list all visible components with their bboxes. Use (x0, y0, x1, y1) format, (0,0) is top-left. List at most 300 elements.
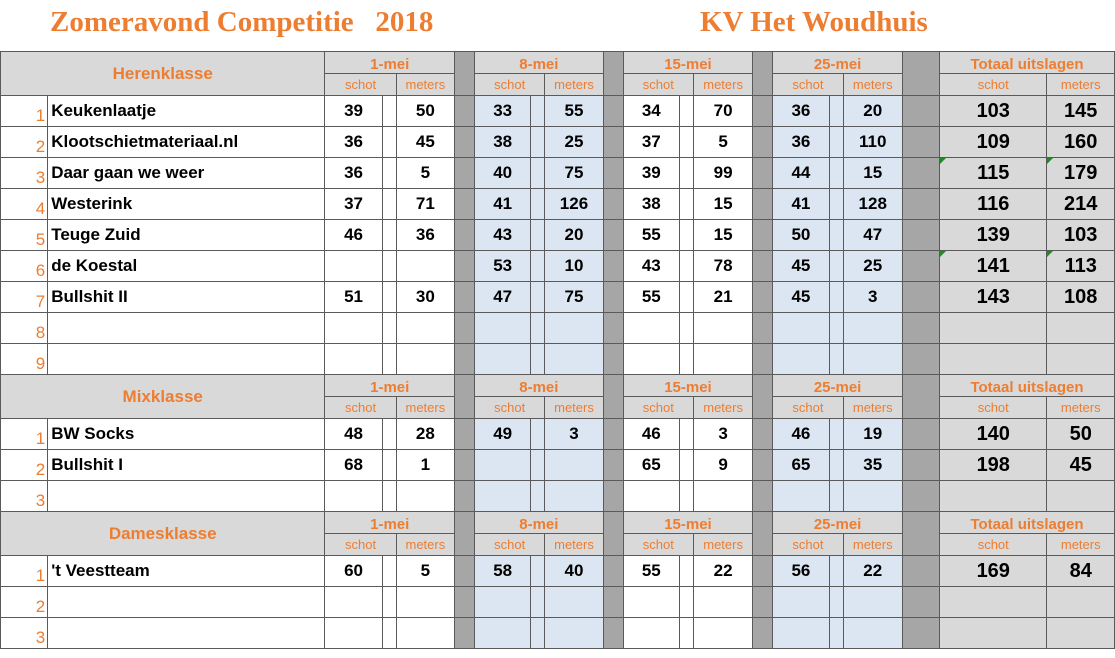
spacer-cell (679, 618, 693, 649)
table-row (1, 587, 1115, 618)
separator-column (902, 556, 939, 587)
spacer-cell (382, 158, 396, 189)
meters-value: 28 (396, 419, 454, 450)
spacer-cell (531, 220, 545, 251)
rank-number: 3 (1, 481, 48, 512)
separator-column (902, 587, 939, 618)
table-row (1, 344, 1115, 375)
spacer-cell (679, 96, 693, 127)
rank-number: 1 (1, 556, 48, 587)
meters-value: 70 (693, 96, 752, 127)
spacer-cell (829, 313, 843, 344)
total-meters (1047, 618, 1115, 649)
schot-value: 38 (475, 127, 531, 158)
team-name (48, 344, 325, 375)
separator-column (902, 313, 939, 344)
meters-label: meters (1047, 397, 1115, 419)
total-meters: 45 (1047, 450, 1115, 481)
schot-value (475, 313, 531, 344)
meters-value: 20 (843, 96, 902, 127)
schot-value: 51 (325, 282, 382, 313)
separator-column (902, 158, 939, 189)
separator-column (753, 96, 773, 127)
spacer-cell (829, 96, 843, 127)
separator-column (454, 618, 474, 649)
schot-value: 34 (623, 96, 679, 127)
schot-value: 56 (773, 556, 829, 587)
rank-number: 3 (1, 618, 48, 649)
total-meters (1047, 587, 1115, 618)
meters-value: 47 (843, 220, 902, 251)
team-name: de Koestal (48, 251, 325, 282)
spacer-cell (679, 189, 693, 220)
schot-value: 65 (773, 450, 829, 481)
schot-value: 36 (773, 96, 829, 127)
schot-value (773, 313, 829, 344)
spacer-cell (382, 189, 396, 220)
spacer-cell (679, 251, 693, 282)
meters-value: 40 (545, 556, 603, 587)
team-name: Daar gaan we weer (48, 158, 325, 189)
schot-value: 41 (773, 189, 829, 220)
table-row (1, 189, 1115, 220)
separator-column (454, 512, 474, 556)
section-header-row (1, 512, 1115, 534)
meters-label: meters (843, 397, 902, 419)
schot-value: 43 (475, 220, 531, 251)
total-meters: 103 (1047, 220, 1115, 251)
total-schot (940, 481, 1047, 512)
schot-label: schot (623, 397, 693, 419)
separator-column (902, 127, 939, 158)
total-meters: 214 (1047, 189, 1115, 220)
meters-value: 5 (693, 127, 752, 158)
meters-value: 36 (396, 220, 454, 251)
meters-value (545, 587, 603, 618)
meters-value: 15 (843, 158, 902, 189)
separator-column (753, 189, 773, 220)
schot-value: 37 (623, 127, 679, 158)
meters-value: 55 (545, 96, 603, 127)
separator-column (454, 344, 474, 375)
round-date: 1-mei (325, 375, 455, 397)
meters-value: 3 (545, 419, 603, 450)
separator-column (454, 313, 474, 344)
spacer-cell (382, 419, 396, 450)
spacer-cell (531, 96, 545, 127)
total-schot: 198 (940, 450, 1047, 481)
separator-column (603, 419, 623, 450)
separator-column (753, 251, 773, 282)
meters-value: 22 (843, 556, 902, 587)
spacer-cell (829, 282, 843, 313)
separator-column (603, 96, 623, 127)
spacer-cell (531, 282, 545, 313)
section-header-row (1, 52, 1115, 74)
rank-number: 2 (1, 587, 48, 618)
schot-value: 48 (325, 419, 382, 450)
separator-column (603, 52, 623, 96)
rank-number: 6 (1, 251, 48, 282)
spacer-cell (679, 158, 693, 189)
rank-number: 5 (1, 220, 48, 251)
total-schot: 103 (940, 96, 1047, 127)
meters-value (545, 313, 603, 344)
team-name: BW Socks (48, 419, 325, 450)
meters-value: 25 (843, 251, 902, 282)
schot-label: schot (325, 534, 396, 556)
team-name (48, 481, 325, 512)
separator-column (902, 344, 939, 375)
sheet-title: Zomeravond Competitie 2018 (50, 6, 434, 38)
spacer-cell (382, 220, 396, 251)
separator-column (753, 52, 773, 96)
spacer-cell (531, 344, 545, 375)
meters-value: 9 (693, 450, 752, 481)
separator-column (603, 251, 623, 282)
spacer-cell (382, 282, 396, 313)
rank-number: 2 (1, 127, 48, 158)
schot-value: 45 (773, 282, 829, 313)
separator-column (603, 189, 623, 220)
spacer-cell (382, 251, 396, 282)
meters-value (693, 481, 752, 512)
meters-label: meters (693, 74, 752, 96)
total-schot: 141 (940, 251, 1047, 282)
schot-value: 36 (325, 127, 382, 158)
rank-number: 9 (1, 344, 48, 375)
spacer-cell (382, 313, 396, 344)
schot-value (773, 344, 829, 375)
spacer-cell (679, 220, 693, 251)
team-name: 't Veestteam (48, 556, 325, 587)
spacer-cell (679, 282, 693, 313)
separator-column (753, 556, 773, 587)
total-meters: 50 (1047, 419, 1115, 450)
rank-number: 2 (1, 450, 48, 481)
spacer-cell (531, 481, 545, 512)
schot-value: 55 (623, 282, 679, 313)
spacer-cell (679, 556, 693, 587)
meters-value: 3 (843, 282, 902, 313)
separator-column (454, 375, 474, 419)
separator-column (603, 481, 623, 512)
spacer-cell (531, 189, 545, 220)
meters-value: 22 (693, 556, 752, 587)
meters-value (396, 251, 454, 282)
club-name: KV Het Woudhuis (700, 6, 928, 38)
meters-value (693, 344, 752, 375)
meters-value: 126 (545, 189, 603, 220)
round-date: 1-mei (325, 52, 455, 74)
separator-column (753, 587, 773, 618)
meters-value (843, 313, 902, 344)
schot-label: schot (475, 397, 545, 419)
separator-column (454, 220, 474, 251)
meters-value: 15 (693, 189, 752, 220)
total-meters (1047, 313, 1115, 344)
section-name: Damesklasse (1, 512, 325, 556)
table-row (1, 481, 1115, 512)
spacer-cell (829, 189, 843, 220)
section-name: Herenklasse (1, 52, 325, 96)
meters-label: meters (1047, 534, 1115, 556)
meters-value (843, 618, 902, 649)
team-name: Keukenlaatje (48, 96, 325, 127)
separator-column (902, 450, 939, 481)
meters-value: 15 (693, 220, 752, 251)
total-schot: 139 (940, 220, 1047, 251)
total-schot: 143 (940, 282, 1047, 313)
schot-value: 36 (325, 158, 382, 189)
spacer-cell (679, 313, 693, 344)
separator-column (753, 158, 773, 189)
separator-column (603, 313, 623, 344)
rank-number: 1 (1, 96, 48, 127)
separator-column (753, 375, 773, 419)
schot-value (325, 344, 382, 375)
table-row (1, 96, 1115, 127)
schot-value (475, 481, 531, 512)
spacer-cell (679, 419, 693, 450)
spacer-cell (382, 618, 396, 649)
separator-column (902, 375, 939, 419)
meters-label: meters (396, 534, 454, 556)
meters-value (693, 313, 752, 344)
separator-column (753, 419, 773, 450)
separator-column (603, 158, 623, 189)
spacer-cell (679, 127, 693, 158)
schot-value: 44 (773, 158, 829, 189)
schot-value: 46 (325, 220, 382, 251)
round-date: 8-mei (475, 512, 604, 534)
team-name: Bullshit II (48, 282, 325, 313)
spacer-cell (829, 344, 843, 375)
meters-value (843, 481, 902, 512)
spacer-cell (829, 251, 843, 282)
separator-column (603, 375, 623, 419)
table-row (1, 220, 1115, 251)
separator-column (603, 556, 623, 587)
schot-label: schot (940, 74, 1047, 96)
spacer-cell (382, 344, 396, 375)
separator-column (454, 189, 474, 220)
round-date: 15-mei (623, 52, 753, 74)
total-schot (940, 618, 1047, 649)
schot-value: 36 (773, 127, 829, 158)
schot-value: 49 (475, 419, 531, 450)
schot-value (475, 587, 531, 618)
total-schot (940, 344, 1047, 375)
meters-value (693, 587, 752, 618)
schot-value: 33 (475, 96, 531, 127)
spacer-cell (531, 618, 545, 649)
meters-label: meters (693, 397, 752, 419)
spacer-cell (679, 481, 693, 512)
separator-column (454, 419, 474, 450)
schot-value (325, 313, 382, 344)
table-row (1, 251, 1115, 282)
meters-value (396, 618, 454, 649)
total-header: Totaal uitslagen (940, 512, 1115, 534)
schot-label: schot (475, 74, 545, 96)
total-schot: 109 (940, 127, 1047, 158)
table-row (1, 618, 1115, 649)
schot-value: 37 (325, 189, 382, 220)
spacer-cell (829, 220, 843, 251)
schot-value: 50 (773, 220, 829, 251)
separator-column (902, 419, 939, 450)
total-schot: 169 (940, 556, 1047, 587)
meters-label: meters (545, 534, 603, 556)
round-date: 15-mei (623, 512, 753, 534)
schot-value: 68 (325, 450, 382, 481)
spacer-cell (829, 481, 843, 512)
separator-column (603, 587, 623, 618)
meters-value (545, 481, 603, 512)
schot-label: schot (940, 397, 1047, 419)
meters-value: 5 (396, 158, 454, 189)
meters-label: meters (693, 534, 752, 556)
meters-value: 110 (843, 127, 902, 158)
spacer-cell (382, 127, 396, 158)
team-name: Westerink (48, 189, 325, 220)
total-schot: 140 (940, 419, 1047, 450)
schot-value: 46 (773, 419, 829, 450)
meters-value: 20 (545, 220, 603, 251)
separator-column (454, 251, 474, 282)
section-header-row (1, 375, 1115, 397)
schot-value: 46 (623, 419, 679, 450)
spacer-cell (531, 450, 545, 481)
separator-column (454, 52, 474, 96)
schot-value: 53 (475, 251, 531, 282)
separator-column (454, 450, 474, 481)
meters-value (545, 344, 603, 375)
meters-value: 128 (843, 189, 902, 220)
meters-label: meters (545, 74, 603, 96)
meters-value (693, 618, 752, 649)
schot-value: 55 (623, 220, 679, 251)
separator-column (902, 189, 939, 220)
round-date: 8-mei (475, 52, 604, 74)
schot-value (623, 481, 679, 512)
spacer-cell (829, 587, 843, 618)
total-schot: 115 (940, 158, 1047, 189)
separator-column (603, 282, 623, 313)
schot-value (623, 344, 679, 375)
team-name (48, 587, 325, 618)
schot-value (325, 618, 382, 649)
spacer-cell (382, 96, 396, 127)
rank-number: 1 (1, 419, 48, 450)
schot-label: schot (773, 534, 843, 556)
rank-number: 3 (1, 158, 48, 189)
round-date: 25-mei (773, 52, 903, 74)
separator-column (454, 96, 474, 127)
schot-label: schot (940, 534, 1047, 556)
meters-value: 35 (843, 450, 902, 481)
spacer-cell (829, 618, 843, 649)
total-meters: 108 (1047, 282, 1115, 313)
separator-column (753, 313, 773, 344)
results-table (0, 51, 1115, 649)
meters-value: 99 (693, 158, 752, 189)
spacer-cell (382, 450, 396, 481)
schot-value: 43 (623, 251, 679, 282)
meters-value: 50 (396, 96, 454, 127)
meters-value: 71 (396, 189, 454, 220)
table-row (1, 282, 1115, 313)
spacer-cell (679, 450, 693, 481)
separator-column (603, 512, 623, 556)
meters-value: 5 (396, 556, 454, 587)
separator-column (603, 127, 623, 158)
separator-column (753, 344, 773, 375)
total-meters: 145 (1047, 96, 1115, 127)
spacer-cell (531, 419, 545, 450)
schot-label: schot (623, 74, 693, 96)
spacer-cell (829, 450, 843, 481)
schot-label: schot (325, 74, 396, 96)
separator-column (454, 127, 474, 158)
schot-value (475, 618, 531, 649)
spacer-cell (829, 419, 843, 450)
schot-value: 39 (325, 96, 382, 127)
meters-value (396, 587, 454, 618)
total-schot: 116 (940, 189, 1047, 220)
schot-value: 47 (475, 282, 531, 313)
separator-column (753, 220, 773, 251)
spacer-cell (382, 587, 396, 618)
team-name: Klootschietmateriaal.nl (48, 127, 325, 158)
separator-column (753, 512, 773, 556)
meters-value: 25 (545, 127, 603, 158)
meters-value: 75 (545, 282, 603, 313)
separator-column (902, 220, 939, 251)
meters-value: 30 (396, 282, 454, 313)
spacer-cell (531, 251, 545, 282)
spacer-cell (531, 127, 545, 158)
meters-value: 3 (693, 419, 752, 450)
schot-value: 41 (475, 189, 531, 220)
schot-value (325, 251, 382, 282)
spacer-cell (531, 158, 545, 189)
rank-number: 4 (1, 189, 48, 220)
separator-column (753, 450, 773, 481)
separator-column (603, 344, 623, 375)
meters-value: 1 (396, 450, 454, 481)
meters-value (396, 481, 454, 512)
separator-column (454, 556, 474, 587)
schot-label: schot (623, 534, 693, 556)
meters-value: 19 (843, 419, 902, 450)
spacer-cell (679, 587, 693, 618)
separator-column (902, 52, 939, 96)
schot-value (325, 481, 382, 512)
spacer-cell (829, 127, 843, 158)
separator-column (902, 481, 939, 512)
separator-column (603, 220, 623, 251)
team-name: Bullshit I (48, 450, 325, 481)
meters-value (545, 618, 603, 649)
team-name (48, 313, 325, 344)
spacer-cell (829, 556, 843, 587)
meters-value: 10 (545, 251, 603, 282)
spacer-cell (829, 158, 843, 189)
total-meters: 179 (1047, 158, 1115, 189)
meters-value (843, 587, 902, 618)
